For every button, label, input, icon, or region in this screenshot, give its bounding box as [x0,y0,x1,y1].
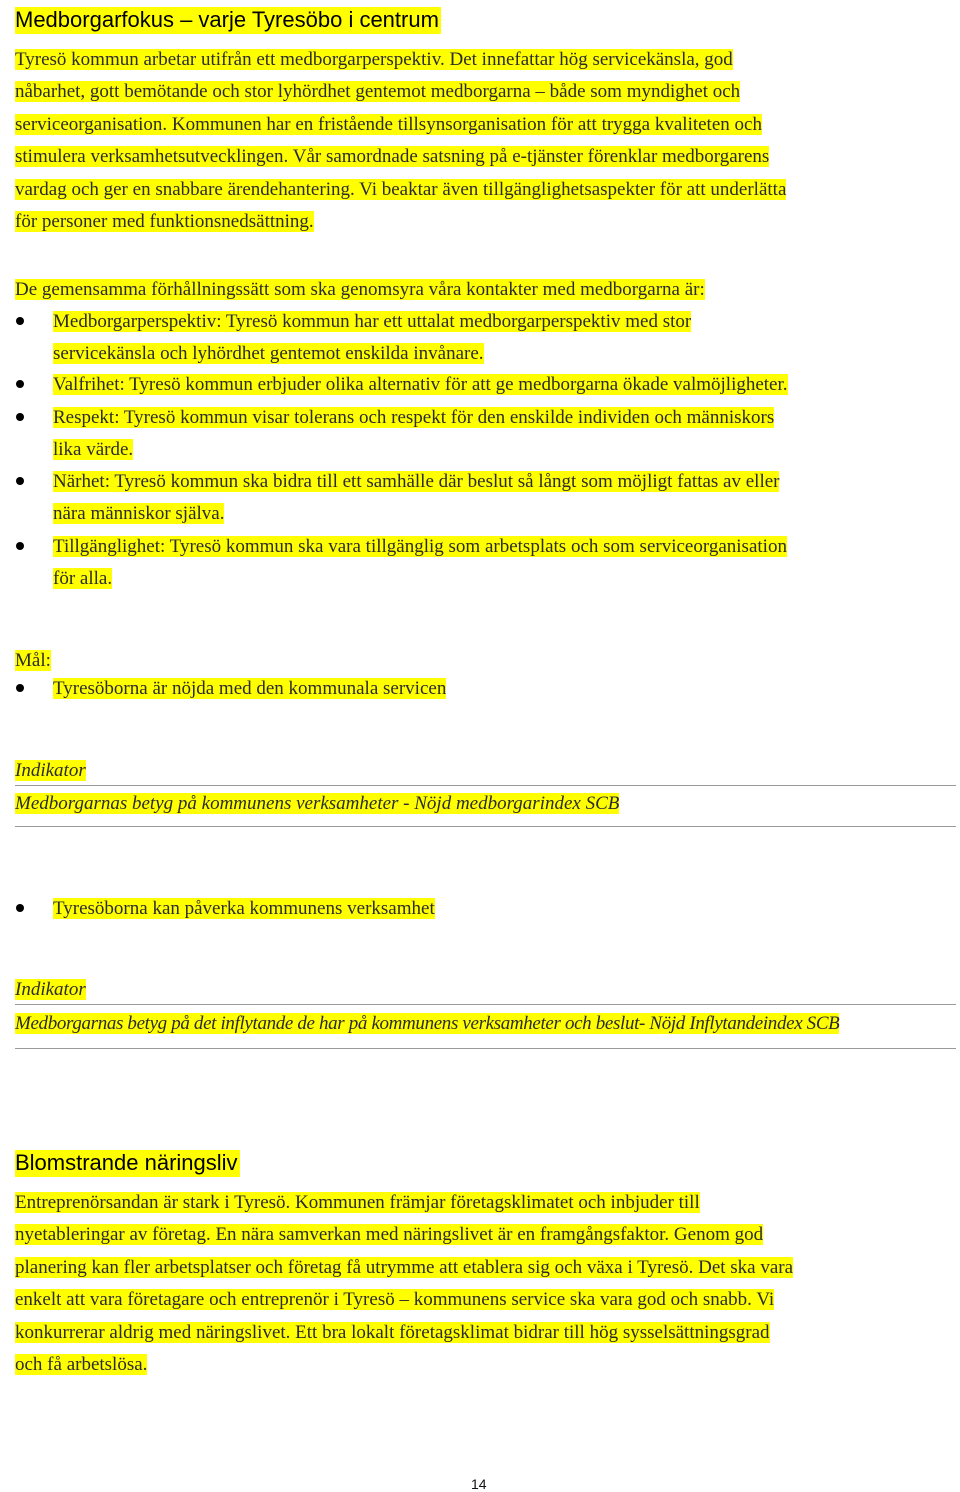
paragraph-line: serviceorganisation. Kommunen har en fristående tillsynsorganisation för att trygga kvaliteten och [15,113,762,135]
indicator-text: Medborgarnas betyg på kommunens verksamheter - Nöjd medborgarindex SCB [15,793,620,814]
paragraph-line: nåbarhet, gott bemötande och stor lyhördhet gentemot medborgarna – både som myndighet och [15,81,741,103]
section-heading-medborgarfokus: Medborgarfokus – varje Tyresöbo i centrum [15,7,439,32]
bullet-icon [16,684,24,692]
bullet-icon [16,317,24,325]
paragraph-line: enkelt att vara företagare och entreprenör i Tyresö – kommunens service ska vara god och snabb. Vi [15,1289,775,1311]
bullet-icon [16,904,24,912]
goals-label: Mål: [15,650,51,671]
indicator-label: Indikator [15,760,86,781]
paragraph-line: konkurrerar aldrig med näringslivet. Ett bra lokalt företagsklimat bidrar till hög sysselsättningsgrad [15,1321,770,1343]
divider [15,785,956,786]
paragraph-line: Tyresö kommun arbetar utifrån ett medborgarperspektiv. Det innefattar hög servicekänsla, god [15,49,733,70]
paragraph-line: för personer med funktionsnedsättning. [15,211,314,233]
divider [15,1048,956,1049]
naringsliv-paragraph [15,1187,950,1381]
paragraph-line: och få arbetslösa. [15,1354,148,1376]
page-number: 14 [471,1476,487,1492]
divider [15,1004,956,1005]
divider [15,826,956,827]
paragraph-line: stimulera verksamhetsutvecklingen. Vår samordnade satsning på e-tjänster förenklar medborgarens [15,146,770,168]
approach-intro: De gemensamma förhållningssätt som ska genomsyra våra kontakter med medborgarna är: [15,279,705,300]
paragraph-line: vardag och ger en snabbare ärendehantering. Vi beaktar även tillgänglighetsaspekter för att underlätta [15,178,787,200]
bullet-icon [16,380,24,388]
document-page: Medborgarfokus – varje Tyresöbo i centrum Tyresö kommun arbetar utifrån ett medborgarperspektiv. Det innefattar hög servicekänsla, god nåbarhet, gott bemötande och stor lyhördhet gentemot medborgarna – både som myndighet och serviceorganisation. Kommunen har en fristående tillsynsorganisation för att trygga kvaliteten och stimulera verksamhetsutvecklingen. Vår samordnade satsning på e-tjänster förenklar medborgarens vardag och ger en snabbare ärendehantering. Vi beaktar även tillgänglighetsaspekter för att underlätta för personer med funktionsnedsättning. De gemensamma förhållningssätt som ska genomsyra våra kontakter med medborgarna är: Medborgarperspektiv: Tyresö kommun har ett uttalat medborgarperspektiv med stor servicekänsla och lyhördhet gentemot enskilda invånare. Valfrihet: Tyresö kommun erbjuder olika alternativ för att ge medborgarna ökade valmöjligheter. Respekt: Tyresö kommun visar tolerans och respekt för den enskilde individen och människors lika värde. Närhet: Tyresö kommun ska bidra till ett samhälle där beslut så långt som möjligt fattas av eller nära människor själva. Tillgänglighet: Tyresö kommun ska vara tillgänglig som arbetsplats och som serviceorganisation för alla. Mål: Tyresöborna är nöjda med den kommunala servicen Indikator Medborgarnas betyg på kommunens verksamheter - Nöjd medborgarindex SCB Tyresöborna kan påverka kommunens verksamhet Indikator Medborgarnas betyg på det inflytande de har på kommunens verksamheter och beslut- Nöjd Inflytandeindex SCB Blomstrande näringsliv Entreprenörsandan är stark i Tyresö. Kommunen främjar företagsklimatet och inbjuder till nyetableringar av företag. En nära samverkan med näringslivet är en framgångsfaktor. Genom god planering kan fler arbetsplatser och företag få utrymme att etablera sig och växa i Tyresö. Det ska vara enkelt att vara företagare och entreprenör i Tyresö – kommunens service ska vara god och snabb. Vi konkurrerar aldrig med näringslivet. Ett bra lokalt företagsklimat bidrar till hög sysselsättningsgrad och få arbetslösa. 14 [0,0,960,1492]
intro-paragraph [15,44,950,238]
indicator-label: Indikator [15,979,86,1000]
bullet-icon [16,542,24,550]
paragraph-line: nyetableringar av företag. En nära samverkan med näringslivet är en framgångsfaktor. Genom god [15,1224,764,1246]
bullet-icon [16,413,24,421]
paragraph-line: planering kan fler arbetsplatser och företag få utrymme att etablera sig och växa i Tyresö. Det ska vara [15,1256,794,1278]
bullet-icon [16,477,24,485]
section-heading-naringsliv: Blomstrande näringsliv [15,1150,238,1175]
indicator-text: Medborgarnas betyg på det inflytande de har på kommunens verksamheter och beslut- Nöjd Inflytandeindex SCB [15,1013,840,1034]
paragraph-line: Entreprenörsandan är stark i Tyresö. Kommunen främjar företagsklimatet och inbjuder till [15,1192,700,1213]
